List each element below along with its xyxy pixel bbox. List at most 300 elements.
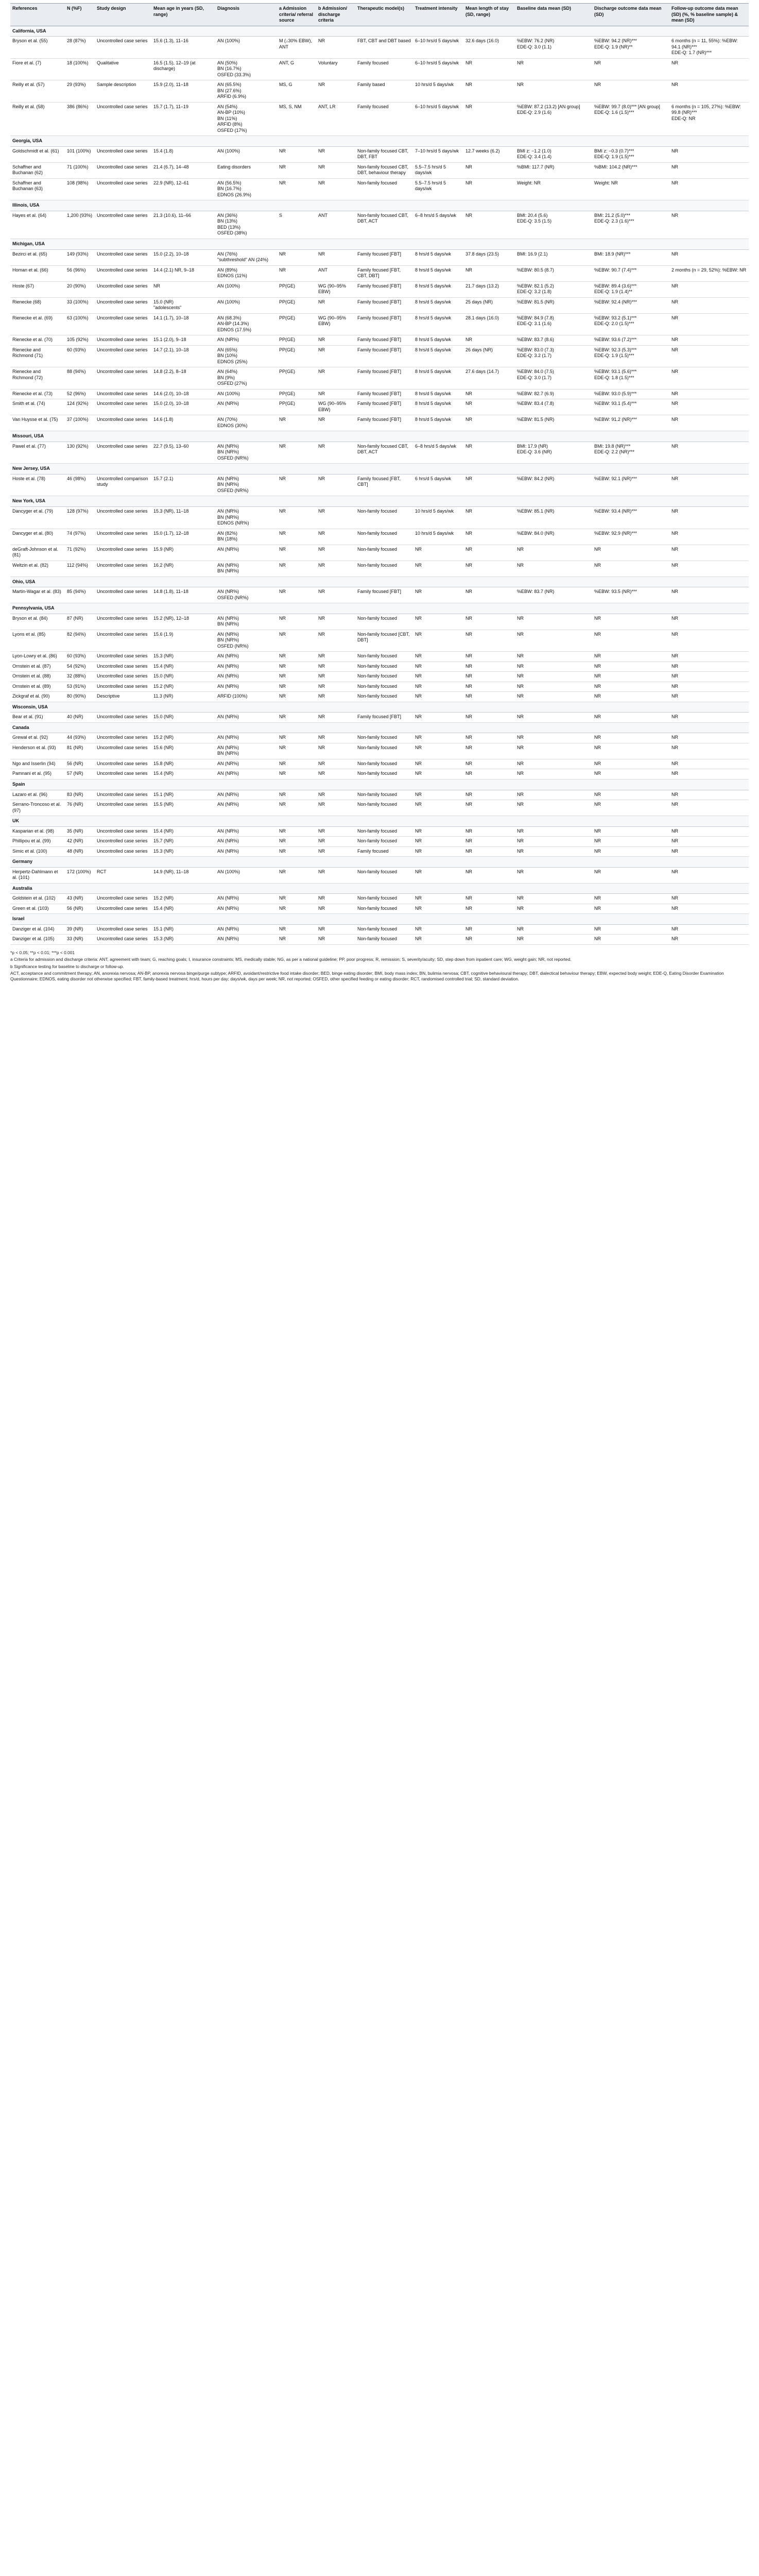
table-cell: Weltzin et al. (82) bbox=[10, 561, 65, 577]
table-cell: M (↓30% EBW), ANT bbox=[277, 37, 316, 59]
table-cell: BMI: 21.2 (5.0)*** EDE-Q: 2.3 (1.6)*** bbox=[592, 211, 669, 239]
table-cell: NR bbox=[277, 713, 316, 723]
table-cell: NR bbox=[316, 743, 355, 759]
table-cell: Non-family focused bbox=[355, 652, 413, 662]
table-cell: Bryson et al. (55) bbox=[10, 37, 65, 59]
table-cell: NR bbox=[669, 587, 749, 603]
table-cell: 6 months (n = 105, 27%): %EBW: 99.8 (NR)*** EDE-Q: NR bbox=[669, 102, 749, 136]
table-cell: Family focused [FBT] bbox=[355, 399, 413, 415]
table-cell: BMI: 17.9 (NR) EDE-Q: 3.6 (NR) bbox=[515, 442, 592, 464]
table-cell: AN (76%) "subthreshold" AN (24%) bbox=[215, 249, 277, 265]
table-cell: AN (NR%) bbox=[215, 672, 277, 682]
table-cell: NR bbox=[277, 682, 316, 692]
table-cell: NR bbox=[515, 713, 592, 723]
table-cell: NR bbox=[413, 682, 463, 692]
table-cell: NR bbox=[277, 265, 316, 281]
table-cell: Bear et al. (91) bbox=[10, 713, 65, 723]
table-cell: NR bbox=[316, 474, 355, 496]
column-header: Therapeutic model(s) bbox=[355, 4, 413, 26]
table-cell: Grewal et al. (92) bbox=[10, 733, 65, 743]
table-cell: NR bbox=[592, 769, 669, 779]
table-cell: NR bbox=[669, 529, 749, 545]
table-cell: %EBW: 80.5 (8.7) bbox=[515, 265, 592, 281]
table-cell: NR bbox=[515, 790, 592, 800]
table-cell: 46 (98%) bbox=[65, 474, 95, 496]
table-cell: 15.0 (1.7), 12–18 bbox=[151, 529, 215, 545]
table-cell: 7–10 hrs/d 5 days/wk bbox=[413, 146, 463, 162]
table-cell: 8 hrs/d 5 days/wk bbox=[413, 367, 463, 389]
table-cell: NR bbox=[316, 545, 355, 561]
table-cell: 15.4 (NR) bbox=[151, 826, 215, 837]
table-cell: Uncontrolled case series bbox=[95, 507, 151, 529]
column-header: Mean length of stay (SD, range) bbox=[463, 4, 515, 26]
table-cell: 8 hrs/d 5 days/wk bbox=[413, 297, 463, 313]
table-row bbox=[10, 442, 749, 464]
country-row bbox=[10, 26, 749, 37]
table-row bbox=[10, 733, 749, 743]
table-cell: Pawel et al. (77) bbox=[10, 442, 65, 464]
table-cell: NR bbox=[277, 935, 316, 945]
table-cell: 88 (94%) bbox=[65, 367, 95, 389]
table-cell: 56 (NR) bbox=[65, 904, 95, 914]
table-cell: 15.4 (NR) bbox=[151, 662, 215, 672]
table-cell: %EBW: 89.4 (3.6)*** EDE-Q: 1.9 (1.4)** bbox=[592, 281, 669, 297]
table-cell: Uncontrolled case series bbox=[95, 297, 151, 313]
table-cell: NR bbox=[592, 545, 669, 561]
table-cell: 6–10 hrs/d 5 days/wk bbox=[413, 58, 463, 80]
country-row bbox=[10, 722, 749, 733]
table-cell: AN (64%) BN (9%) OSFED (27%) bbox=[215, 367, 277, 389]
table-row bbox=[10, 924, 749, 935]
table-cell: 81 (NR) bbox=[65, 743, 95, 759]
table-cell: BMI: 20.4 (5.6) EDE-Q: 3.5 (1.5) bbox=[515, 211, 592, 239]
column-header: Treatment intensity bbox=[413, 4, 463, 26]
country-label: New Jersey, USA bbox=[10, 464, 749, 474]
table-row bbox=[10, 759, 749, 769]
table-cell: AN (100%) bbox=[215, 297, 277, 313]
table-cell: Uncontrolled case series bbox=[95, 415, 151, 431]
table-cell: Uncontrolled case series bbox=[95, 529, 151, 545]
table-cell: NR bbox=[277, 800, 316, 816]
table-cell: Zickgraf et al. (90) bbox=[10, 692, 65, 702]
table-cell: NR bbox=[592, 713, 669, 723]
table-row bbox=[10, 281, 749, 297]
table-cell: NR bbox=[413, 924, 463, 935]
country-row bbox=[10, 464, 749, 474]
table-cell: 28.1 days (16.0) bbox=[463, 313, 515, 335]
country-label: Canada bbox=[10, 722, 749, 733]
table-cell: %EBW: 85.1 (NR) bbox=[515, 507, 592, 529]
table-cell: NR bbox=[515, 80, 592, 103]
table-cell: Schaffner and Buchanan (62) bbox=[10, 162, 65, 178]
country-label: UK bbox=[10, 816, 749, 827]
table-cell: 15.6 (NR) bbox=[151, 743, 215, 759]
table-cell: NR bbox=[669, 904, 749, 914]
table-cell: NR bbox=[463, 790, 515, 800]
table-cell: NR bbox=[277, 614, 316, 630]
table-cell: 6 hrs/d 5 days/wk bbox=[413, 474, 463, 496]
table-cell: NR bbox=[669, 894, 749, 904]
table-cell: NR bbox=[413, 867, 463, 883]
table-cell: 85 (94%) bbox=[65, 587, 95, 603]
table-cell: Non-family focused bbox=[355, 826, 413, 837]
table-cell: NR bbox=[463, 389, 515, 399]
table-cell: ANT, LR bbox=[316, 102, 355, 136]
table-cell: NR bbox=[515, 826, 592, 837]
table-cell: 52 (96%) bbox=[65, 389, 95, 399]
table-cell: %EBW: 84.2 (NR) bbox=[515, 474, 592, 496]
table-cell: 15.8 (NR) bbox=[151, 759, 215, 769]
table-cell: AN (NR%) bbox=[215, 800, 277, 816]
table-cell: Uncontrolled case series bbox=[95, 367, 151, 389]
table-cell: 32 (88%) bbox=[65, 672, 95, 682]
table-cell: Van Huysse et al. (75) bbox=[10, 415, 65, 431]
table-cell: Uncontrolled case series bbox=[95, 345, 151, 367]
table-cell: %EBW: 81.5 (NR) bbox=[515, 297, 592, 313]
table-cell: NR bbox=[463, 442, 515, 464]
table-cell: %EBW: 90.7 (7.4)*** bbox=[592, 265, 669, 281]
table-cell: NR bbox=[316, 162, 355, 178]
table-cell: Uncontrolled case series bbox=[95, 389, 151, 399]
table-cell: 15.4 (NR) bbox=[151, 904, 215, 914]
table-cell: AN (NR%) bbox=[215, 837, 277, 847]
table-cell: Rienecke et al. (73) bbox=[10, 389, 65, 399]
table-cell: 14.4 (2.1) NR, 9–18 bbox=[151, 265, 215, 281]
table-cell: NR bbox=[515, 672, 592, 682]
table-cell: AN (NR%) bbox=[215, 790, 277, 800]
country-row bbox=[10, 883, 749, 894]
table-cell: NR bbox=[413, 561, 463, 577]
table-cell: NR bbox=[277, 672, 316, 682]
table-cell: AN (36%) BN (13%) BED (13%) OSFED (38%) bbox=[215, 211, 277, 239]
table-cell: PP(GE) bbox=[277, 335, 316, 346]
table-row bbox=[10, 837, 749, 847]
table-cell: 15.3 (NR), 11–18 bbox=[151, 507, 215, 529]
table-cell: NR bbox=[463, 415, 515, 431]
country-label: Georgia, USA bbox=[10, 136, 749, 147]
table-cell: NR bbox=[669, 507, 749, 529]
table-cell: Family focused [FBT] bbox=[355, 415, 413, 431]
table-cell: 10 hrs/d 5 days/wk bbox=[413, 80, 463, 103]
header-row bbox=[10, 4, 749, 26]
table-cell: NR bbox=[592, 800, 669, 816]
table-cell: AN (NR%) bbox=[215, 904, 277, 914]
table-cell: Non-family focused bbox=[355, 692, 413, 702]
table-cell: 6–8 hrs/d 5 days/wk bbox=[413, 211, 463, 239]
table-cell: 15.1 (NR) bbox=[151, 790, 215, 800]
table-cell: NR bbox=[316, 80, 355, 103]
table-cell: Family focused bbox=[355, 58, 413, 80]
table-cell: 33 (NR) bbox=[65, 935, 95, 945]
table-cell: NR bbox=[669, 630, 749, 652]
table-cell: NR bbox=[316, 733, 355, 743]
table-cell: NR bbox=[463, 935, 515, 945]
table-cell: 105 (92%) bbox=[65, 335, 95, 346]
table-row bbox=[10, 769, 749, 779]
table-cell: %EBW: 93.0 (5.9)*** bbox=[592, 389, 669, 399]
table-row bbox=[10, 162, 749, 178]
table-cell: 22.9 (NR), 12–61 bbox=[151, 178, 215, 200]
table-cell: NR bbox=[463, 630, 515, 652]
table-cell: NR bbox=[413, 759, 463, 769]
table-cell: NR bbox=[463, 474, 515, 496]
table-cell: Pamnani et al. (95) bbox=[10, 769, 65, 779]
table-cell: Non-family focused CBT, DBT, FBT bbox=[355, 146, 413, 162]
table-cell: Uncontrolled case series bbox=[95, 682, 151, 692]
country-row bbox=[10, 779, 749, 790]
table-cell: NR bbox=[669, 389, 749, 399]
table-cell: 63 (100%) bbox=[65, 313, 95, 335]
table-cell: Danziger et al. (104) bbox=[10, 924, 65, 935]
table-cell: PP(GE) bbox=[277, 367, 316, 389]
table-cell: Green et al. (103) bbox=[10, 904, 65, 914]
table-cell: 16.5 (1.5), 12–19 (at discharge) bbox=[151, 58, 215, 80]
table-cell: NR bbox=[669, 800, 749, 816]
table-cell: Non-family focused [CBT, DBT] bbox=[355, 630, 413, 652]
table-cell: Non-family focused bbox=[355, 507, 413, 529]
table-cell: NR bbox=[463, 265, 515, 281]
country-label: Wisconsin, USA bbox=[10, 702, 749, 713]
table-cell: 28 (87%) bbox=[65, 37, 95, 59]
table-cell: 15.6 (1.3), 11–16 bbox=[151, 37, 215, 59]
table-cell: NR bbox=[463, 399, 515, 415]
country-label: Ohio, USA bbox=[10, 577, 749, 587]
table-cell: PP(GE) bbox=[277, 389, 316, 399]
table-cell: NR bbox=[463, 846, 515, 857]
table-cell: NR bbox=[669, 672, 749, 682]
table-cell: 48 (NR) bbox=[65, 846, 95, 857]
table-cell: NR bbox=[277, 630, 316, 652]
table-cell: Non-family focused bbox=[355, 800, 413, 816]
table-cell: Family focused [FBT] bbox=[355, 313, 413, 335]
page bbox=[10, 3, 749, 982]
table-body bbox=[10, 26, 749, 944]
table-cell: AN (NR%) bbox=[215, 894, 277, 904]
table-cell: Uncontrolled case series bbox=[95, 924, 151, 935]
table-row bbox=[10, 904, 749, 914]
table-cell: AN (100%) bbox=[215, 281, 277, 297]
table-cell: AN (NR%) BN (NR%) EDNOS (NR%) bbox=[215, 507, 277, 529]
table-cell: Uncontrolled case series bbox=[95, 178, 151, 200]
table-cell: 8 hrs/d 5 days/wk bbox=[413, 281, 463, 297]
table-cell: Uncontrolled case series bbox=[95, 630, 151, 652]
table-cell: NR bbox=[413, 662, 463, 672]
column-header: Follow-up outcome data mean (SD) (%, % baseline sample) & mean (SD) bbox=[669, 4, 749, 26]
table-cell: Uncontrolled case series bbox=[95, 759, 151, 769]
table-cell: NR bbox=[669, 826, 749, 837]
table-cell: Rienecke (68) bbox=[10, 297, 65, 313]
table-cell: NR bbox=[669, 146, 749, 162]
table-cell: NR bbox=[592, 672, 669, 682]
country-row bbox=[10, 857, 749, 868]
country-label: Germany bbox=[10, 857, 749, 868]
table-cell: Uncontrolled case series bbox=[95, 281, 151, 297]
table-cell: Smith et al. (74) bbox=[10, 399, 65, 415]
table-cell: 10 hrs/d 5 days/wk bbox=[413, 507, 463, 529]
table-cell: AN (100%) bbox=[215, 389, 277, 399]
table-cell: Uncontrolled case series bbox=[95, 37, 151, 59]
table-cell: %EBW: 83.0 (7.3) EDE-Q: 3.2 (1.7) bbox=[515, 345, 592, 367]
table-cell: Uncontrolled case series bbox=[95, 561, 151, 577]
table-row bbox=[10, 399, 749, 415]
table-cell: 8 hrs/d 5 days/wk bbox=[413, 415, 463, 431]
table-cell: Homan et al. (66) bbox=[10, 265, 65, 281]
table-cell: NR bbox=[592, 894, 669, 904]
table-cell: 21.4 (6.7), 14–48 bbox=[151, 162, 215, 178]
table-cell: 22.7 (9.5), 13–60 bbox=[151, 442, 215, 464]
table-cell: 11.3 (NR) bbox=[151, 692, 215, 702]
table-cell: Uncontrolled case series bbox=[95, 800, 151, 816]
table-cell: Family focused [FBT, CBT, DBT] bbox=[355, 265, 413, 281]
table-cell: AN (100%) bbox=[215, 37, 277, 59]
table-cell: Uncontrolled case series bbox=[95, 249, 151, 265]
table-cell: 15.6 (1.9) bbox=[151, 630, 215, 652]
table-cell: NR bbox=[413, 904, 463, 914]
table-cell: Non-family focused bbox=[355, 790, 413, 800]
table-cell: AN (54%) AN-BP (10%) BN (11%) ARFID (8%) OSFED (17%) bbox=[215, 102, 277, 136]
table-cell: %EBW: 83.7 (NR) bbox=[515, 587, 592, 603]
country-row bbox=[10, 603, 749, 614]
table-cell: 14.8 (2.2), 8–18 bbox=[151, 367, 215, 389]
table-cell: Non-family focused bbox=[355, 529, 413, 545]
table-row bbox=[10, 587, 749, 603]
table-cell: NR bbox=[592, 662, 669, 672]
table-cell: NR bbox=[463, 800, 515, 816]
table-cell: NR bbox=[669, 367, 749, 389]
table-cell: NR bbox=[316, 630, 355, 652]
table-cell: %EBW: 82.1 (5.2) EDE-Q: 3.2 (1.8) bbox=[515, 281, 592, 297]
table-cell: AN (NR%) BN (NR%) OSFED (NR%) bbox=[215, 630, 277, 652]
table-cell: Uncontrolled case series bbox=[95, 442, 151, 464]
table-cell: Uncontrolled case series bbox=[95, 826, 151, 837]
table-cell: ANT, G bbox=[277, 58, 316, 80]
table-cell: NR bbox=[515, 743, 592, 759]
table-cell: NR bbox=[316, 800, 355, 816]
country-label: Missouri, USA bbox=[10, 431, 749, 442]
table-cell: 87 (NR) bbox=[65, 614, 95, 630]
table-cell: NR bbox=[463, 162, 515, 178]
table-cell: WG (90–95% EBW) bbox=[316, 313, 355, 335]
table-row bbox=[10, 335, 749, 346]
table-cell: NR bbox=[669, 846, 749, 857]
table-cell: 74 (97%) bbox=[65, 529, 95, 545]
table-cell: Uncontrolled case series bbox=[95, 733, 151, 743]
table-cell: 8 hrs/d 5 days/wk bbox=[413, 249, 463, 265]
table-cell: Lyon-Lowry et al. (86) bbox=[10, 652, 65, 662]
table-row bbox=[10, 249, 749, 265]
table-cell: Schaffner and Buchanan (63) bbox=[10, 178, 65, 200]
table-cell: 15.0 (2.2), 10–18 bbox=[151, 249, 215, 265]
table-cell: Ornstein et al. (87) bbox=[10, 662, 65, 672]
table-cell: Uncontrolled case series bbox=[95, 335, 151, 346]
table-cell: 15.2 (NR), 12–18 bbox=[151, 614, 215, 630]
table-row bbox=[10, 561, 749, 577]
table-cell: NR bbox=[463, 335, 515, 346]
table-cell: NR bbox=[669, 614, 749, 630]
table-cell: PP(GE) bbox=[277, 399, 316, 415]
table-cell: 27.6 days (14.7) bbox=[463, 367, 515, 389]
table-row bbox=[10, 415, 749, 431]
table-cell: Hoste (67) bbox=[10, 281, 65, 297]
table-cell: 71 (92%) bbox=[65, 545, 95, 561]
table-cell: %EBW: 91.2 (NR)*** bbox=[592, 415, 669, 431]
table-cell: NR bbox=[277, 662, 316, 672]
table-cell: NR bbox=[316, 297, 355, 313]
table-cell: Uncontrolled case series bbox=[95, 162, 151, 178]
table-cell: NR bbox=[277, 146, 316, 162]
table-cell: NR bbox=[592, 80, 669, 103]
column-header: N (%F) bbox=[65, 4, 95, 26]
column-header: References bbox=[10, 4, 65, 26]
table-row bbox=[10, 297, 749, 313]
table-cell: %EBW: 94.2 (NR)*** EDE-Q: 1.9 (NR)** bbox=[592, 37, 669, 59]
table-cell: NR bbox=[277, 162, 316, 178]
country-label: Pennsylvania, USA bbox=[10, 603, 749, 614]
table-cell: Uncontrolled case series bbox=[95, 587, 151, 603]
table-row bbox=[10, 894, 749, 904]
table-cell: ANT bbox=[316, 211, 355, 239]
table-cell: Non-family focused bbox=[355, 904, 413, 914]
table-cell: Rienecke et al. (69) bbox=[10, 313, 65, 335]
table-cell: NR bbox=[463, 614, 515, 630]
table-cell: NR bbox=[463, 58, 515, 80]
country-label: Michigan, USA bbox=[10, 239, 749, 249]
table-cell: NR bbox=[515, 846, 592, 857]
table-row bbox=[10, 826, 749, 837]
table-cell: NR bbox=[669, 249, 749, 265]
table-cell: 43 (NR) bbox=[65, 894, 95, 904]
table-cell: Fiore et al. (7) bbox=[10, 58, 65, 80]
table-cell: MS, S, NM bbox=[277, 102, 316, 136]
table-cell: NR bbox=[277, 846, 316, 857]
table-row bbox=[10, 211, 749, 239]
table-cell: NR bbox=[316, 442, 355, 464]
table-cell: 15.7 (2.1) bbox=[151, 474, 215, 496]
table-cell: Kasparian et al. (98) bbox=[10, 826, 65, 837]
country-label: Israel bbox=[10, 914, 749, 925]
table-cell: NR bbox=[669, 335, 749, 346]
table-cell: Uncontrolled case series bbox=[95, 614, 151, 630]
table-cell: NR bbox=[151, 281, 215, 297]
table-cell: NR bbox=[669, 652, 749, 662]
table-cell: 15.1 (NR) bbox=[151, 924, 215, 935]
table-cell: 15.0 (NR) "adolescents" bbox=[151, 297, 215, 313]
table-cell: Uncontrolled case series bbox=[95, 894, 151, 904]
table-cell: NR bbox=[669, 211, 749, 239]
table-cell: 172 (100%) bbox=[65, 867, 95, 883]
table-row bbox=[10, 743, 749, 759]
table-cell: Ornstein et al. (89) bbox=[10, 682, 65, 692]
table-cell: Non-family focused bbox=[355, 837, 413, 847]
table-cell: 15.7 (NR) bbox=[151, 837, 215, 847]
table-cell: NR bbox=[316, 935, 355, 945]
table-cell: 112 (94%) bbox=[65, 561, 95, 577]
table-cell: NR bbox=[669, 345, 749, 367]
table-cell: Family focused [FBT, CBT] bbox=[355, 474, 413, 496]
table-cell: 15.9 (NR) bbox=[151, 545, 215, 561]
table-cell: NR bbox=[277, 692, 316, 702]
table-cell: Non-family focused bbox=[355, 662, 413, 672]
table-cell: 8 hrs/d 5 days/wk bbox=[413, 335, 463, 346]
table-cell: NR bbox=[463, 924, 515, 935]
table-cell: Non-family focused bbox=[355, 759, 413, 769]
table-cell: Uncontrolled case series bbox=[95, 790, 151, 800]
table-cell: NR bbox=[277, 529, 316, 545]
table-cell: 124 (92%) bbox=[65, 399, 95, 415]
table-cell: Non-family focused bbox=[355, 682, 413, 692]
table-cell: Family based bbox=[355, 80, 413, 103]
table-cell: Non-family focused CBT, DBT, ACT bbox=[355, 211, 413, 239]
